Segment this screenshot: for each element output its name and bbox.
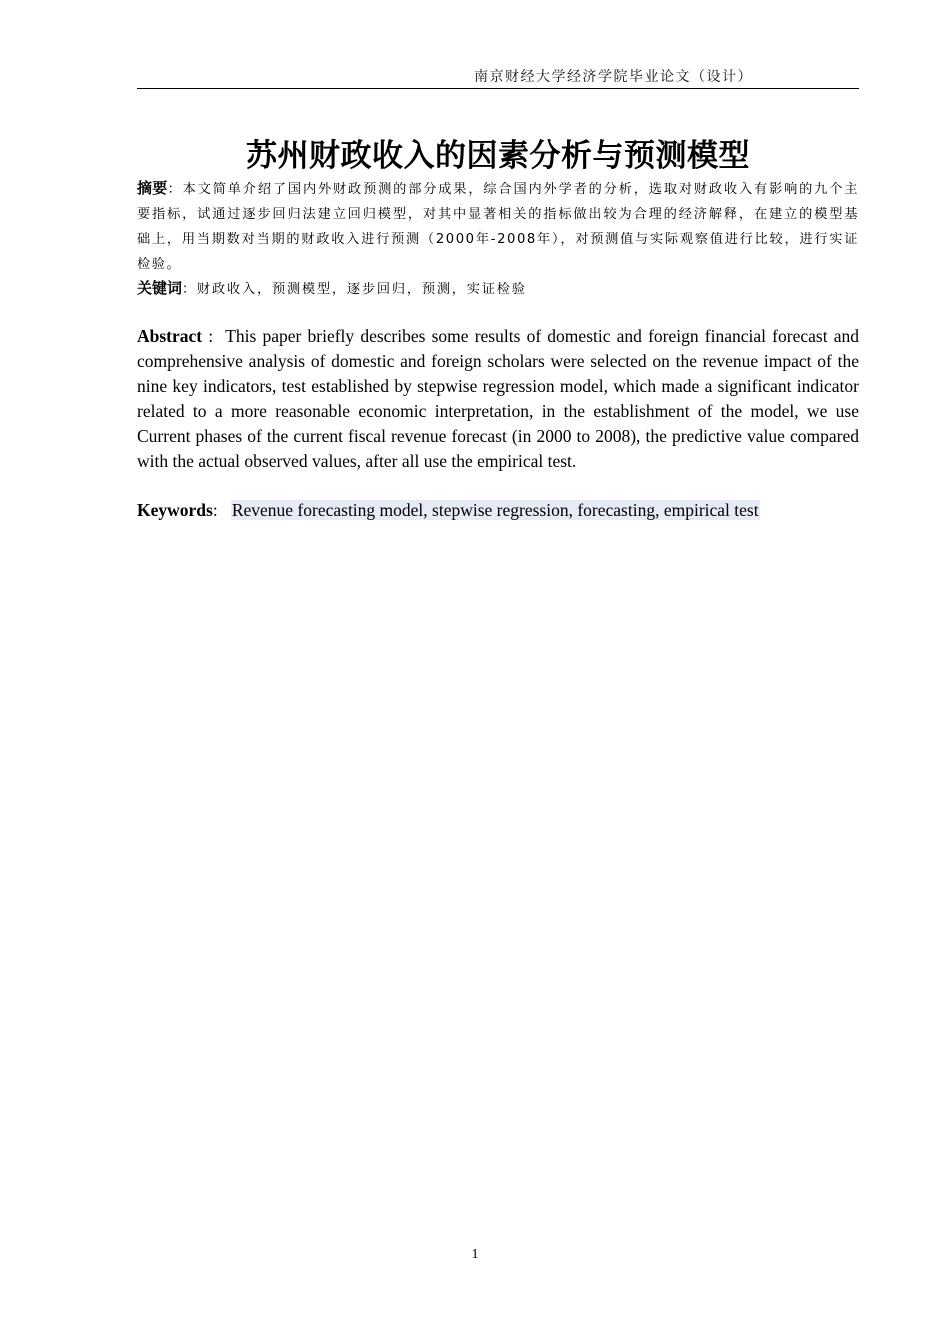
english-abstract-separator: : bbox=[202, 326, 226, 346]
english-abstract-text: This paper briefly describes some results of domestic and foreign financial forecast and comprehensive analysis of domestic and foreign scholars were selected on the revenue impact of the nine key indicators, test established by stepwise regression model, which made a significant indicator related to a more reasonable economic interpretation, in the establishment of the model, we use Current phases of the current fiscal revenue forecast (in 2000 to 2008), the predictive value compared with the actual observed values, after all use the empirical test. bbox=[137, 326, 859, 471]
english-keywords-label: Keywords bbox=[137, 500, 213, 520]
chinese-abstract-separator: ： bbox=[167, 182, 183, 197]
page-number: 1 bbox=[471, 1247, 479, 1262]
chinese-abstract bbox=[137, 176, 859, 277]
chinese-keywords-text: 财政收入，预测模型，逐步回归，预测，实证检验 bbox=[197, 282, 527, 297]
english-keywords bbox=[137, 498, 859, 523]
running-header: 南京财经大学经济学院毕业论文（设计） bbox=[474, 69, 753, 85]
english-abstract-label: Abstract bbox=[137, 326, 203, 346]
english-keywords-text: Revenue forecasting model, stepwise regression, forecasting, empirical test bbox=[231, 500, 759, 520]
chinese-abstract-text: 本文简单介绍了国内外财政预测的部分成果，综合国内外学者的分析，选取对财政收入有影响的九个主要指标，试通过逐步回归法建立回归模型，对其中显著相关的指标做出较为合理的经济解释，在建立的模型基础上，用当期数对当期的财政收入进行预测（2000年-2008年），对预测值与实际观察值进行比较，进行实证检验。 bbox=[137, 182, 859, 272]
chinese-keywords-separator: ： bbox=[182, 282, 198, 297]
chinese-keywords bbox=[137, 276, 859, 302]
chinese-keywords-label: 关键词 bbox=[137, 279, 183, 297]
paper-title: 苏州财政收入的因素分析与预测模型 bbox=[246, 138, 750, 174]
header-rule bbox=[137, 88, 859, 89]
chinese-abstract-label: 摘要 bbox=[137, 179, 168, 197]
english-abstract bbox=[137, 324, 859, 474]
english-keywords-separator: : bbox=[212, 500, 231, 520]
